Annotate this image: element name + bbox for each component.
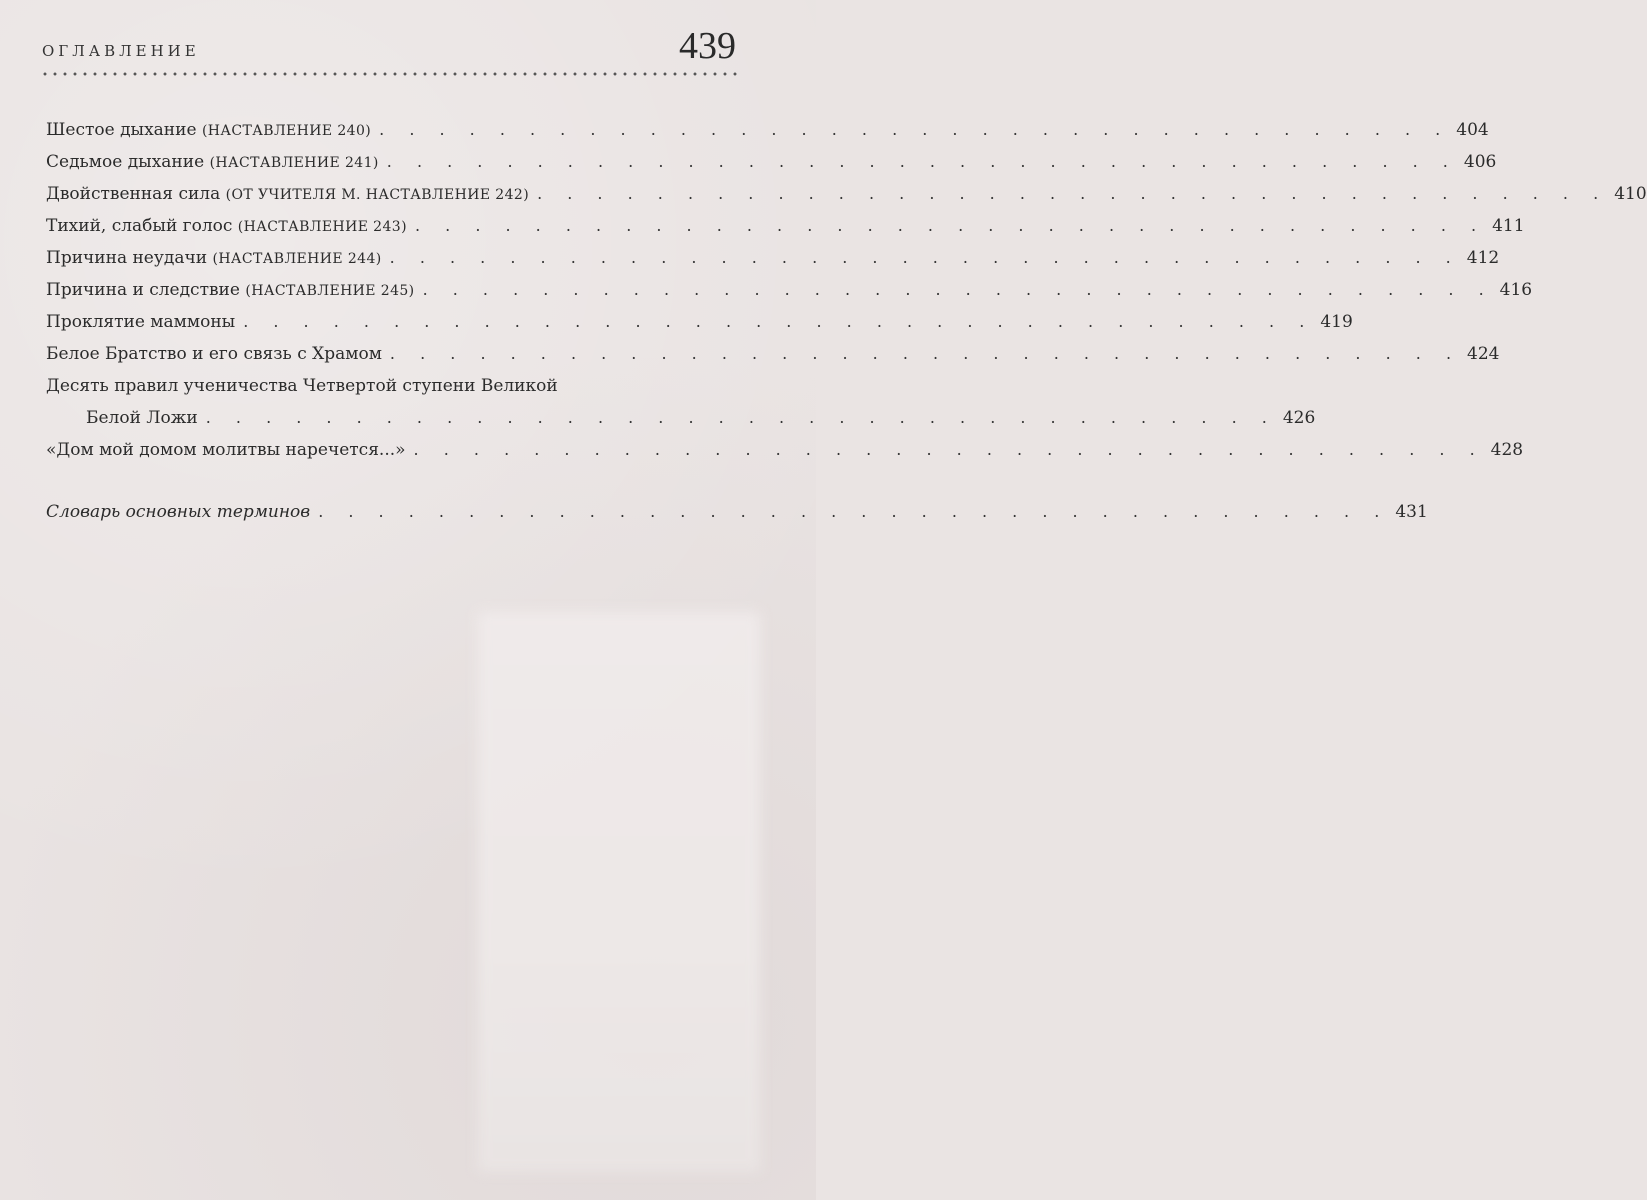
toc-entry-page: 406 [1463,152,1497,172]
toc-entry-glossary [46,496,1428,528]
blurred-area [478,612,760,1172]
toc-entry-title: Причина неудачи (НАСТАВЛЕНИЕ 244) [46,248,382,268]
leader-dots: . . . . . . . . . . . . . . . . . . . . . . . . . . . . . . . . . . . . [386,152,1458,171]
toc-entry-continuation [46,402,1316,434]
toc-entry [46,338,1500,370]
page-header [42,24,742,74]
toc-entry-title: Шестое дыхание (НАСТАВЛЕНИЕ 240) [46,120,372,140]
toc-entry-title: Белое Братство и его связь с Храмом [46,344,382,364]
toc-entry [46,210,1525,242]
toc-entry-title: Словарь основных терминов [46,502,311,522]
page-number: 439 [679,25,736,67]
spacer [46,466,740,496]
toc-entry-title: Двойственная сила (ОТ УЧИТЕЛЯ М. НАСТАВЛЕНИЕ 242) [46,184,530,204]
table-of-contents [46,114,1647,528]
leader-dots: . . . . . . . . . . . . . . . . . . . . . . . . . . . . . . . . . . . . [422,280,1494,299]
leader-dots: . . . . . . . . . . . . . . . . . . . . . . . . . . . . . . . . . . . . [414,216,1487,235]
toc-entry-page: 419 [1320,312,1353,332]
toc-entry-page: 404 [1456,120,1489,140]
leader-dots: . . . . . . . . . . . . . . . . . . . . . . . . . . . . . . . . . . . . [389,344,1462,363]
toc-entry-title: Седьмое дыхание (НАСТАВЛЕНИЕ 241) [46,152,379,172]
toc-entry-page: 412 [1466,248,1500,268]
toc-entry [46,146,1497,178]
leader-dots: . . . . . . . . . . . . . . . . . . . . . . . . . . . . . . . . . . . . [318,502,1390,521]
toc-entry-page: 424 [1467,344,1500,364]
toc-entry [46,242,1500,274]
leader-dots: . . . . . . . . . . . . . . . . . . . . . . . . . . . . . . . . . . . . [205,408,1277,427]
toc-entry-page: 411 [1492,216,1525,236]
leader-dots: . . . . . . . . . . . . . . . . . . . . . . . . . . . . . . . . . . . . [537,184,1609,203]
toc-entry-title: «Дом мой домом молитвы наречется...» [46,440,406,460]
leader-dots: . . . . . . . . . . . . . . . . . . . . . . . . . . . . . . . . . . . . [243,312,1315,331]
toc-entry-page: 428 [1490,440,1524,460]
toc-entry-page: 431 [1395,502,1428,522]
toc-entry-page: 410 [1614,184,1647,204]
toc-entry [46,434,1524,466]
toc-entry [46,370,740,402]
toc-entry-title-continuation: Белой Ложи [86,408,198,428]
leader-dots: . . . . . . . . . . . . . . . . . . . . . . . . . . . . . . . . . . . . [413,440,1485,459]
toc-entry [46,178,1647,210]
running-head: ОГЛАВЛЕНИЕ [42,42,200,60]
toc-entry-title: Причина и следствие (НАСТАВЛЕНИЕ 245) [46,280,415,300]
toc-entry [46,274,1533,306]
toc-entry-page: 416 [1499,280,1533,300]
toc-entry-title: Тихий, слабый голос (НАСТАВЛЕНИЕ 243) [46,216,407,236]
leader-dots: . . . . . . . . . . . . . . . . . . . . . . . . . . . . . . . . . . . . [389,248,1461,267]
toc-entry-title: Проклятие маммоны [46,312,236,332]
toc-entry [46,306,1353,338]
toc-entry-title: Десять правил ученичества Четвертой ступени Великой [46,376,558,396]
leader-dots: . . . . . . . . . . . . . . . . . . . . . . . . . . . . . . . . . . . . [379,120,1451,139]
toc-entry [46,114,1489,146]
dotted-rule [40,72,740,76]
toc-entry-page: 426 [1282,408,1316,428]
